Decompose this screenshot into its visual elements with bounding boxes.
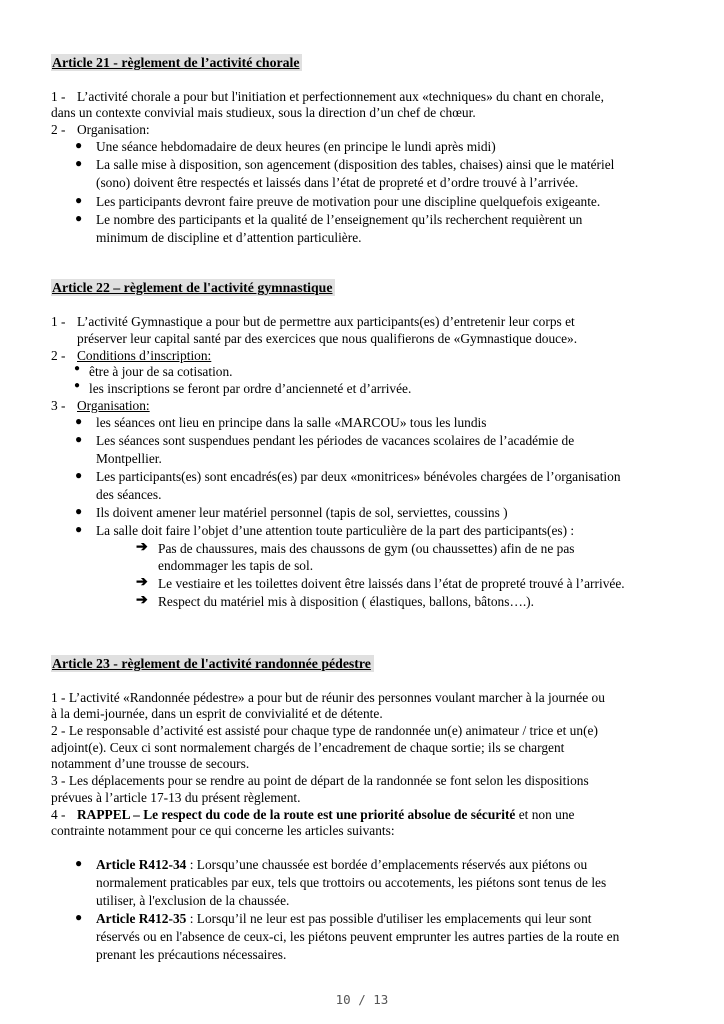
bullet-icon: ● [74, 380, 81, 391]
article-23-heading: Article 23 - règlement de l'activité randonnée pédestre [51, 655, 374, 672]
a22-p1-line2: préserver leur capital santé par des exercices que nous qualifierons de «Gymnastique douce». [77, 331, 578, 346]
bullet-icon: ● [74, 363, 81, 374]
a22-org-2-line2: Montpellier. [96, 451, 162, 466]
a21-bullet-4-line1: Le nombre des participants et la qualité de l’enseignement qu’ils recherchent requièrent un [96, 212, 583, 227]
a21-p2-number: 2 - [51, 122, 66, 137]
bullet-icon: ● [75, 432, 83, 446]
a23-p4-line2: contrainte notamment pour ce qui concerne les articles suivants: [51, 823, 395, 838]
a22-org-3-line2: des séances. [96, 487, 162, 502]
a22-org-5: La salle doit faire l’objet d’une attention toute particulière de la part des participants(es) : [96, 523, 575, 538]
a23-rule-1-ref: Article R412-34 [96, 857, 187, 872]
page-number: 10 / 13 [335, 992, 389, 1007]
a23-rule-2-ref: Article R412-35 [96, 911, 187, 926]
a23-p1-line2: à la demi-journée, dans un esprit de convivialité et de détente. [51, 706, 383, 721]
a23-rule-1-text: : Lorsqu’une chaussée est bordée d’emplacements réservés aux piétons ou [186, 857, 588, 872]
a22-sub-3: Respect du matériel mis à disposition ( élastiques, ballons, bâtons….). [158, 594, 534, 609]
a22-org-1: les séances ont lieu en principe dans la salle «MARCOU» tous les lundis [96, 415, 487, 430]
a23-p2-line2: adjoint(e). Ceux ci sont normalement chargés de l’encadrement de chaque sortie; ils se chargent [51, 740, 565, 755]
a21-p2-title: Organisation: [77, 122, 150, 137]
article-21-heading: Article 21 - règlement de l’activité chorale [51, 54, 302, 71]
bullet-icon: ● [75, 522, 83, 536]
a23-rule-2-line3: prenant les précautions nécessaires. [96, 947, 287, 962]
a21-bullet-3: Les participants devront faire preuve de motivation pour une discipline quelquefois exigeante. [96, 194, 601, 209]
arrow-right-icon: ➔ [136, 575, 148, 590]
article-22-heading: Article 22 – règlement de l'activité gymnastique [51, 279, 335, 296]
a23-rule-1-line3: utiliser, à l'exclusion de la chaussée. [96, 893, 290, 908]
bullet-icon: ● [75, 504, 83, 518]
a21-bullet-2-line2: (sono) doivent être respectés et laissés dans l’état de propreté et d’ordre trouvé à l’arrivée. [96, 175, 579, 190]
bullet-icon: ● [75, 138, 83, 152]
arrow-right-icon: ➔ [136, 593, 148, 608]
a23-p3-line2: prévues à l’article 17-13 du présent règlement. [51, 790, 301, 805]
arrow-right-icon: ➔ [136, 540, 148, 555]
a22-org-3-line1: Les participants(es) sont encadrés(es) par deux «monitrices» bénévoles chargées de l’organisation [96, 469, 621, 484]
a22-sub-2: Le vestiaire et les toilettes doivent être laissés dans l’état de propreté trouvé à l’arrivée. [158, 576, 625, 591]
a21-bullet-1: Une séance hebdomadaire de deux heures (en principe le lundi après midi) [96, 139, 496, 154]
a22-condition-1: être à jour de sa cotisation. [89, 364, 233, 379]
bullet-icon: ● [75, 468, 83, 482]
a23-rule-1-line2: normalement praticables par eux, tels que trottoirs ou accotements, les piétons sont tenus de les [96, 875, 607, 890]
a22-sub-1-line2: endommager les tapis de sol. [158, 558, 314, 573]
a22-sub-1-line1: Pas de chaussures, mais des chaussons de gym (ou chaussettes) afin de ne pas [158, 541, 575, 556]
a23-rule-1-line1 [96, 856, 587, 873]
a21-p1-line2: dans un contexte convivial mais studieux, sous la direction d’un chef de chœur. [51, 105, 476, 120]
a21-p1-number: 1 - [51, 89, 66, 104]
a23-p2-line1: 2 - Le responsable d’activité est assisté pour chaque type de randonnée un(e) animateur / trice et un(e) [51, 723, 598, 738]
a23-p3-line1: 3 - Les déplacements pour se rendre au point de départ de la randonnée se font selon les dispositions [51, 773, 589, 788]
a23-p2-line3: notamment d’une trousse de secours. [51, 756, 250, 771]
bullet-icon: ● [75, 414, 83, 428]
a23-rule-2-line1 [96, 910, 592, 927]
bullet-icon: ● [75, 211, 83, 225]
bullet-icon: ● [75, 193, 83, 207]
bullet-icon: ● [75, 910, 83, 924]
a22-p1-line1: L’activité Gymnastique a pour but de permettre aux participants(es) d’entretenir leur corps et [77, 314, 575, 329]
a22-p2-number: 2 - [51, 348, 66, 363]
a23-p4-rest: et non une [515, 807, 575, 822]
a23-rule-2-line2: réservés ou en l'absence de ceux-ci, les piétons peuvent emprunter les autres parties de la route en [96, 929, 620, 944]
a22-org-4: Ils doivent amener leur matériel personnel (tapis de sol, serviettes, coussins ) [96, 505, 508, 520]
a22-p2-title: Conditions d’inscription: [77, 348, 212, 363]
a22-condition-2: les inscriptions se feront par ordre d’ancienneté et d’arrivée. [89, 381, 412, 396]
bullet-icon: ● [75, 156, 83, 170]
a23-p4-number: 4 - [51, 807, 66, 822]
a22-p3-number: 3 - [51, 398, 66, 413]
a22-org-2-line1: Les séances sont suspendues pendant les périodes de vacances scolaires de l’académie de [96, 433, 575, 448]
a23-p1-line1: 1 - L’activité «Randonnée pédestre» a pour but de réunir des personnes voulant marcher à la journée ou [51, 690, 605, 705]
a22-p1-number: 1 - [51, 314, 66, 329]
a23-rule-2-text: : Lorsqu’il ne leur est pas possible d'utiliser les emplacements qui leur sont [186, 911, 592, 926]
a21-bullet-2-line1: La salle mise à disposition, son agencement (disposition des tables, chaises) ainsi que le matériel [96, 157, 615, 172]
a23-p4-rappel: RAPPEL – Le respect du code de la route est une priorité absolue de sécurité [77, 807, 516, 822]
a22-p3-title: Organisation: [77, 398, 150, 413]
a21-bullet-4-line2: minimum de discipline et d’attention particulière. [96, 230, 362, 245]
a21-p1-line1: L’activité chorale a pour but l'initiation et perfectionnement aux «techniques» du chant en chorale, [77, 89, 604, 104]
a23-p4-line1 [77, 806, 575, 823]
bullet-icon: ● [75, 856, 83, 870]
